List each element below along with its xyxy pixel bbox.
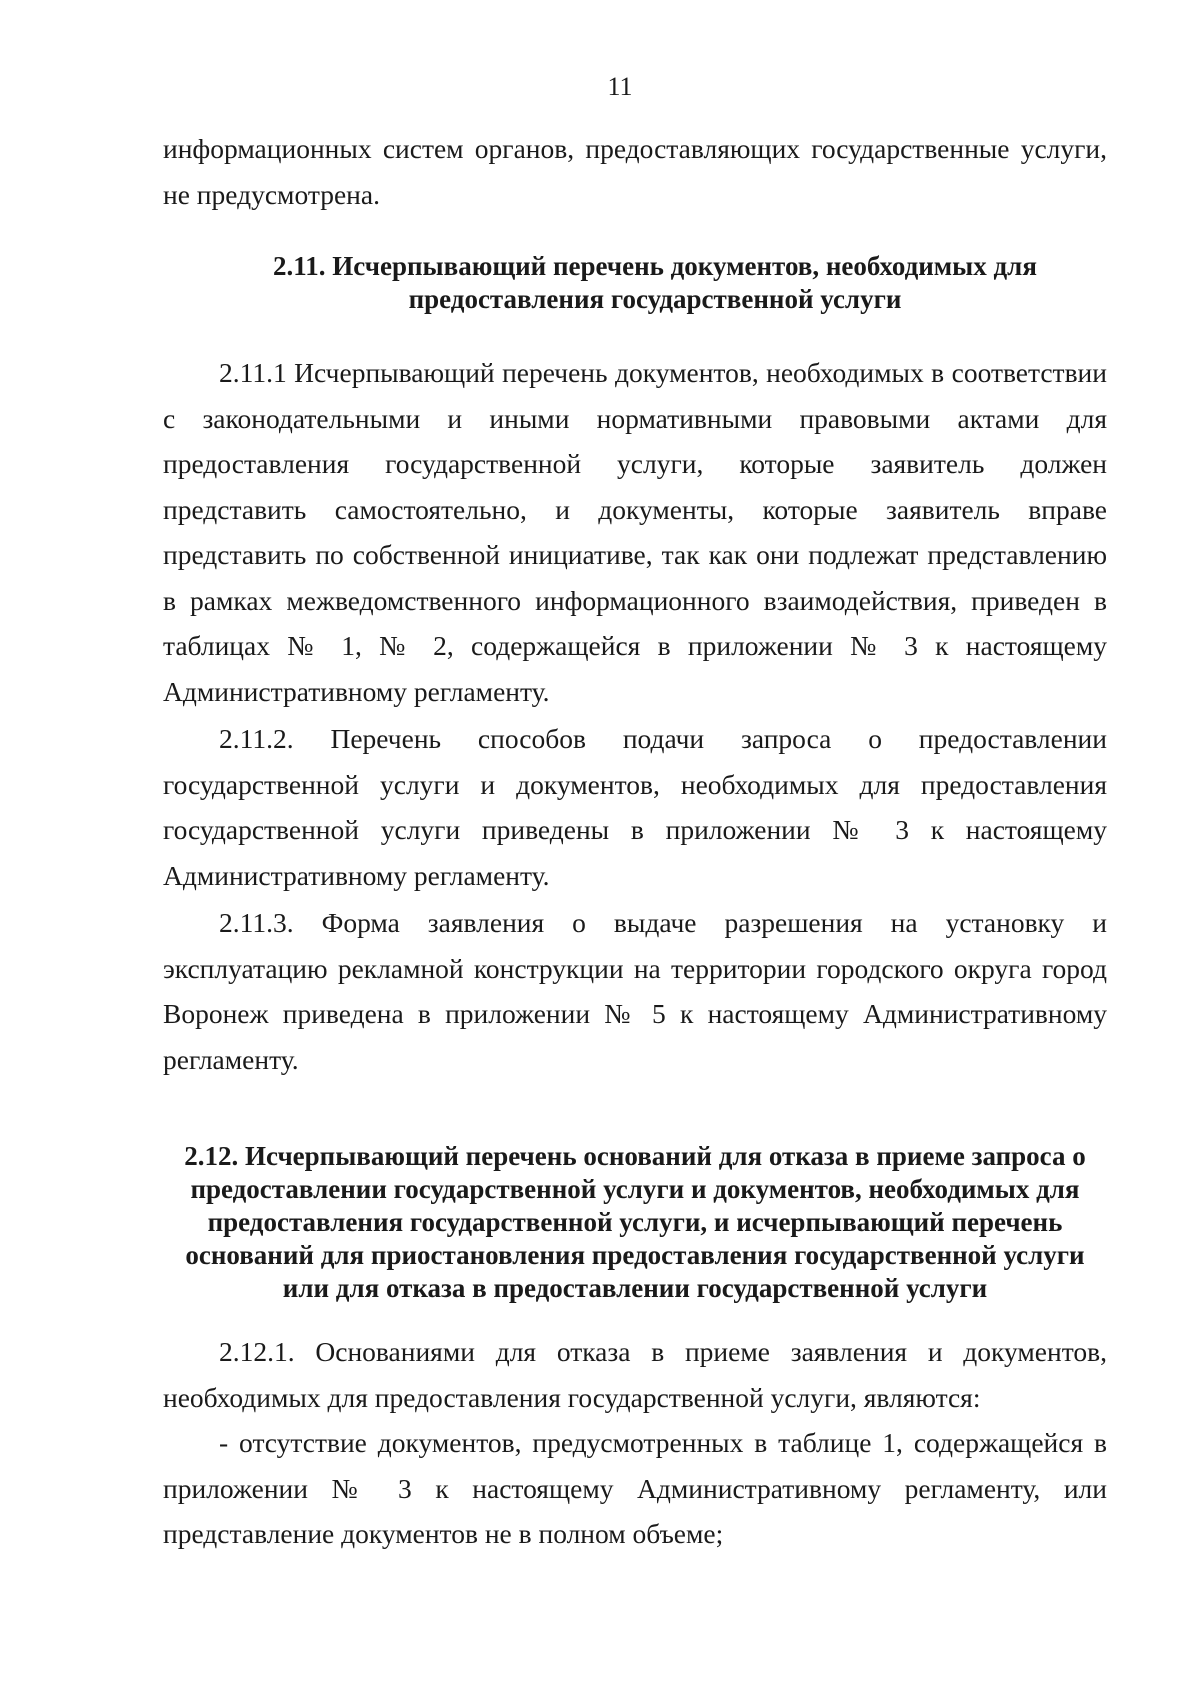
paragraph-2-11-1: 2.11.1 Исчерпывающий перечень документов, необходимых в соответствии с законодательными и иными нормативными правовыми актами для предоставления государственной услуги, которые заявитель должен представить самостоятельно, и документы, которые заявитель вправе представить по собственной инициативе, так как они подлежат представлению в рамках межведомственного информационного взаимодействия, приведен в таблицах № 1, № 2, содержащейся в приложении № 3 к настоящему Административному регламенту.	[163, 357, 1107, 707]
section-2-11-heading: 2.11. Исчерпывающий перечень документов, необходимых для предоставления государственной услуги	[273, 251, 1037, 314]
section-2-12-heading: 2.12. Исчерпывающий перечень оснований для отказа в приеме запроса о предоставлении государственной услуги и документов, необходимых для предоставления государственной услуги, и исчерпывающий перечень оснований для приостановления предоставления государственной услуги или для отказа в предоставлении государственной услуги	[184, 1141, 1086, 1303]
intro-paragraph: информационных систем органов, предоставляющих государственные услуги, не предусмотрена.	[163, 133, 1107, 210]
page-number: 11	[607, 72, 633, 101]
paragraph-2-11-2: 2.11.2. Перечень способов подачи запроса о предоставлении государственной услуги и документов, необходимых для предоставления государственной услуги приведены в приложении № 3 к настоящему Административному регламенту.	[163, 723, 1107, 891]
document-body	[163, 126, 1107, 1557]
paragraph-2-11-3: 2.11.3. Форма заявления о выдаче разрешения на установку и эксплуатацию рекламной конструкции на территории городского округа город Воронеж приведена в приложении № 5 к настоящему Административному регламенту.	[163, 907, 1107, 1075]
bullet-item: - отсутствие документов, предусмотренных в таблице 1, содержащейся в приложении № 3 к настоящему Административному регламенту, или представление документов не в полном объеме;	[163, 1427, 1107, 1549]
paragraph-2-12-1: 2.12.1. Основаниями для отказа в приеме заявления и документов, необходимых для предоставления государственной услуги, являются:	[163, 1336, 1107, 1413]
